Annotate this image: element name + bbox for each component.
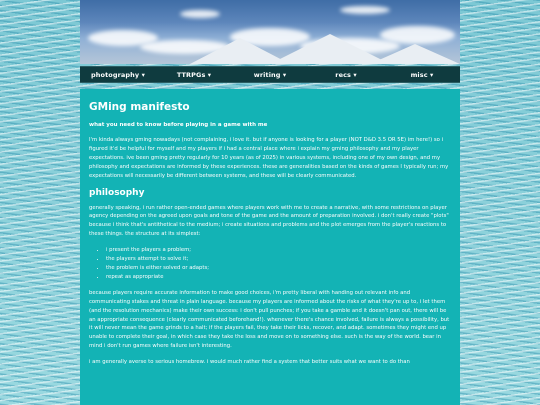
nav-misc[interactable]: misc ▾ [410, 70, 434, 79]
nav-ttrpgs[interactable]: TTRPGs ▾ [176, 70, 212, 79]
intro-paragraph: I'm kinda always gming nowadays (not complaining, i love it. but if anyone is looking for a player (NOT D&D 3.5 OR 5E) im here!) so i figured it'd be helpful for myself and my players if i had a central place where i explain my gming philosophy and my player expectations. ive been gming pretty regularly for 10 years (as of 2025) in various systems, including one of my own design, and my philosophy and expectations are informed by these experiences. these are generalities based on the kinds of games I typically run; my expectations will necessarily be different between systems, and these will be clearly communicated. [89, 137, 449, 179]
list-item: • repeat as appropriate [106, 273, 451, 282]
philosophy-paragraph-3: i am generally averse to serious homebrew. i would much rather find a system that better suits what we want to do than [89, 359, 410, 366]
nav-writing[interactable]: writing ▾ [253, 70, 287, 79]
structure-list [89, 246, 451, 282]
list-item: • the problem is either solved or adapts; [106, 264, 451, 273]
list-item: • the players attempt to solve it; [106, 255, 451, 264]
list-item: • i present the players a problem; [106, 246, 451, 255]
philosophy-paragraph-2: because players require accurate information to make good choices, i'm pretty liberal with handing out relevant info and communicating stakes and threat in plain language. because my players are informed about the risks of what they're up to, i let them (and the resolution mechanics) make their own success: i don't pull punches; if you take a gamble and it doesn't pan out, there will be an appropriate consequence (clearly communicated beforehand!). whenever there's chance involved, failure is always a possibility, but it will never mean the game grinds to a halt; if the players fail, they take their licks, recover, and adapt. sometimes they might end up unable to complete their goal, in which case they take the loss and move on to something else. such is the way of the world. bear in mind i don't run games where failure isn't interesting. [89, 289, 450, 350]
section-heading-philosophy: philosophy [89, 187, 145, 198]
page-title: GMing manifesto [89, 101, 190, 113]
philosophy-paragraph-1: generally speaking, i run rather open-ended games where players work with me to create a narrative, with some restrictions on player agency depending on the agreed upon goals and tone of the game and the amount of preparation involved. i don't really create "plots" because i think that's antithetical to the medium; i create situations and problems and the plot emerges from the player's reactions to these things. the structure at its simplest: [89, 204, 449, 238]
header-banner-image [80, 0, 460, 64]
main-nav [80, 66, 460, 83]
nav-photography[interactable]: photography ▾ [91, 70, 145, 79]
nav-recs[interactable]: recs ▾ [335, 70, 357, 79]
page-column [80, 0, 460, 405]
page-subtitle: what you need to know before playing in a game with me [89, 122, 268, 128]
article-content [80, 89, 460, 405]
